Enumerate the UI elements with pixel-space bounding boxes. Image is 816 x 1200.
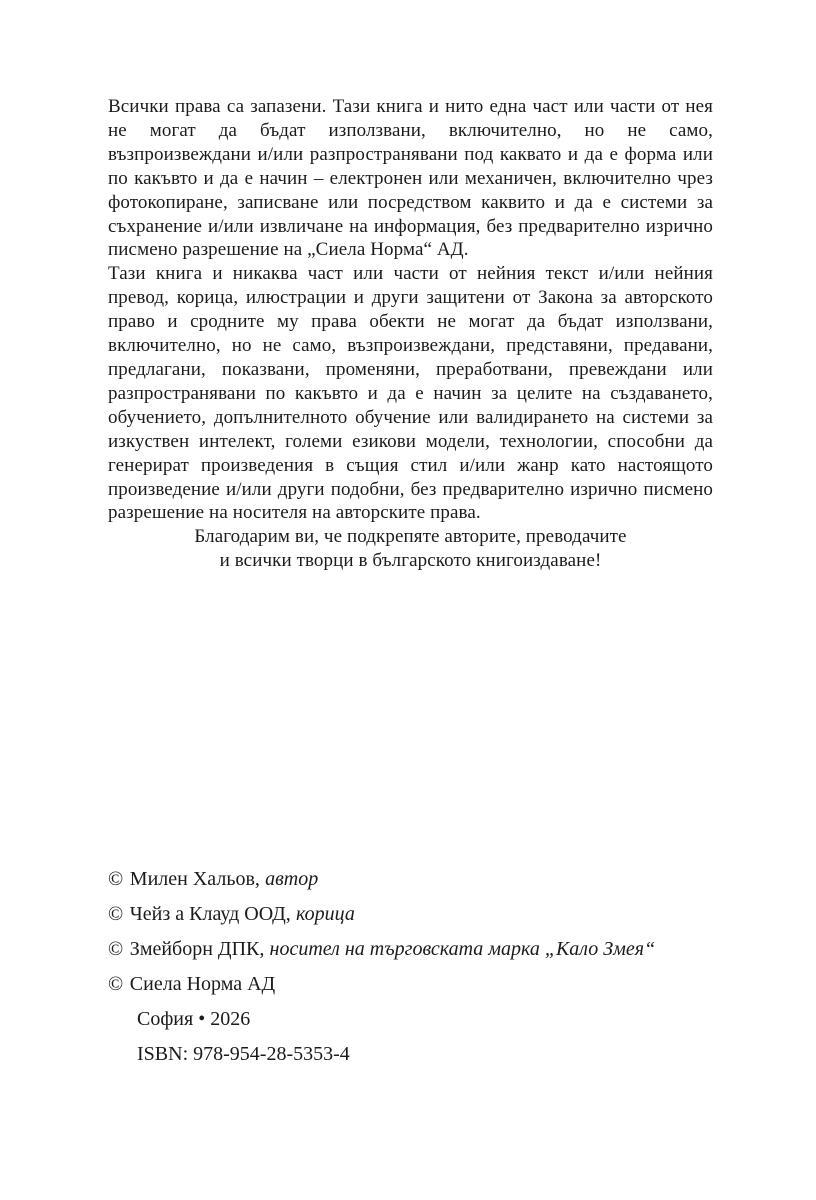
thanks-note-line-1: Благодарим ви, че подкрепяте авторите, преводачите bbox=[194, 526, 627, 548]
credit-name: Змейборн ДПК, bbox=[129, 938, 265, 960]
thanks-note-line-2: и всички творци в българското книгоиздаване! bbox=[219, 550, 602, 572]
city-year-line: София • 2026 bbox=[137, 1008, 251, 1030]
credit-line-trademark bbox=[108, 932, 748, 967]
credit-role: носител на търговската марка „Кало Змея“ bbox=[269, 938, 656, 960]
credit-role: корица bbox=[295, 903, 355, 925]
copyright-symbol: © bbox=[108, 938, 124, 960]
isbn-line: ISBN: 978-954-28-5353-4 bbox=[137, 1043, 350, 1065]
credit-line-publisher bbox=[108, 967, 748, 1002]
credits-block bbox=[108, 862, 748, 1072]
copyright-symbol: © bbox=[108, 868, 124, 890]
legal-paragraph-ai-restrictions: Тази книга и никаква част или части от нейния текст и/или нейния превод, корица, илюстрации и други защитени от Закона за авторското право и сродните му права обекти не могат да бъдат използвани, включително, но не само, възпроизвеждани, представяни, предавани, предлагани, показвани, променяни, преработвани, превеждани или разпространявани по какъвто и да е начин за целите на създаването, обучението, допълнителното обучение или валидирането на системи за изкуствен интелект, големи езикови модели, технологии, способни да генерират произведения в същия стил и/или жанр като настоящото произведение и/или други подобни, без предварително изрично писмено разрешение на носителя на авторските права. bbox=[108, 263, 713, 524]
credit-line-author bbox=[108, 862, 748, 897]
credit-name: Милен Хальов, bbox=[129, 868, 260, 890]
credit-role: автор bbox=[265, 868, 319, 890]
credit-name: Чейз а Клауд ООД, bbox=[129, 903, 291, 925]
copyright-symbol: © bbox=[108, 973, 124, 995]
credit-name: Сиела Норма АД bbox=[129, 973, 276, 995]
legal-paragraph-all-rights-reserved: Всички права са запазени. Тази книга и нито една част или части от нея не могат да бъдат използвани, включително, но не само, възпроизвеждани и/или разпространявани под каквато и да е форма или по какъвто и да е начин – електронен или механичен, включително чрез фотокопиране, записване или посредством каквито и да е системи за съхранение и/или извличане на информация, без предварително изрично писмено разрешение на „Сиела Норма“ АД. bbox=[108, 96, 713, 261]
copyright-symbol: © bbox=[108, 903, 124, 925]
legal-notice-block bbox=[108, 95, 713, 573]
credit-line-cover bbox=[108, 897, 748, 932]
